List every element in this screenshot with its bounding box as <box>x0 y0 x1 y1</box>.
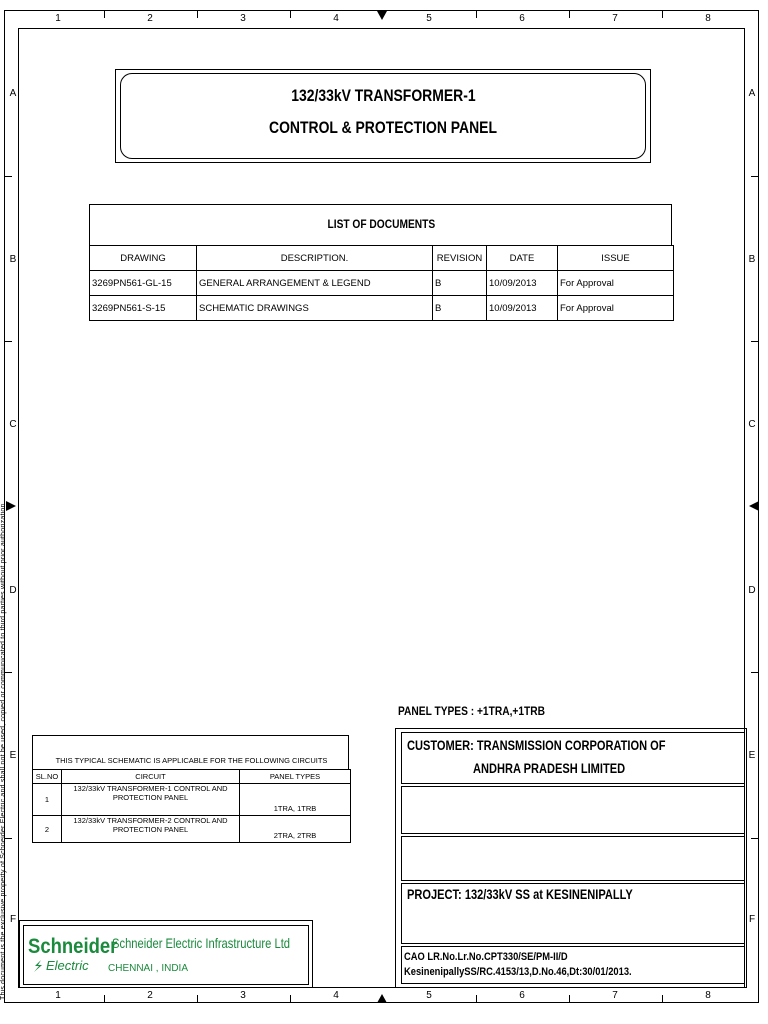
row-letter: B <box>748 254 756 265</box>
column-header: DATE <box>487 246 558 271</box>
grid-tick <box>290 10 291 18</box>
grid-tick <box>197 10 198 18</box>
col-num: 1 <box>55 990 61 1001</box>
col-num: 4 <box>333 990 339 1001</box>
grid-tick <box>569 995 570 1003</box>
cell-drawing: 3269PN561-GL-15 <box>90 271 197 296</box>
col-num: 3 <box>240 13 246 24</box>
grid-tick <box>4 176 12 177</box>
grid-tick <box>751 838 759 839</box>
grid-tick <box>476 995 477 1003</box>
reference-box <box>401 946 745 984</box>
table-header-row <box>90 246 674 271</box>
cell-date: 10/09/2013 <box>487 271 558 296</box>
col-num: 8 <box>705 13 711 24</box>
cell-panel: 1TRA, 1TRB <box>240 784 351 816</box>
col-num: 4 <box>333 13 339 24</box>
row-letter: F <box>748 914 756 925</box>
ref-line-1-wrap <box>404 951 597 963</box>
col-num: 3 <box>240 990 246 1001</box>
cell-issue: For Approval <box>558 296 674 321</box>
grid-tick <box>751 672 759 673</box>
blank-box-2 <box>401 836 745 881</box>
col-num: 2 <box>147 13 153 24</box>
logo-inner <box>23 925 309 985</box>
column-header: PANEL TYPES <box>240 770 351 784</box>
center-mark-icon <box>377 11 387 20</box>
row-letter: C <box>748 419 756 430</box>
grid-tick <box>662 10 663 18</box>
grid-tick <box>104 10 105 18</box>
cell-issue: For Approval <box>558 271 674 296</box>
customer-line-2: ANDHRA PRADESH LIMITED <box>473 761 626 776</box>
blank-box-1 <box>401 786 745 834</box>
column-header: ISSUE <box>558 246 674 271</box>
grid-tick <box>569 10 570 18</box>
table-header-row <box>33 770 351 784</box>
customer-line-2-wrap <box>473 761 659 776</box>
col-num: 2 <box>147 990 153 1001</box>
brand-sub: Electric <box>46 958 89 973</box>
panel-types-wrap <box>398 704 571 718</box>
cell-slno: 1 <box>33 784 62 816</box>
title-line-2: CONTROL & PROTECTION PANEL <box>269 118 497 137</box>
grid-tick <box>662 995 663 1003</box>
customer-line-1-wrap <box>407 738 722 753</box>
table-row <box>33 784 351 816</box>
cell-revision: B <box>433 296 487 321</box>
schneider-mark-icon <box>32 959 44 973</box>
column-header: DESCRIPTION. <box>197 246 433 271</box>
col-num: 7 <box>612 990 618 1001</box>
table-row <box>90 271 674 296</box>
project-label: PROJECT: 132/33kV SS at KESINENIPALLY <box>407 887 633 902</box>
row-letter: F <box>9 914 17 925</box>
row-letter: D <box>9 585 17 596</box>
column-header: REVISION <box>433 246 487 271</box>
grid-tick <box>751 341 759 342</box>
grid-tick <box>290 995 291 1003</box>
documents-heading: LIST OF DOCUMENTS <box>327 217 436 231</box>
col-num: 6 <box>519 13 525 24</box>
cell-description: GENERAL ARRANGEMENT & LEGEND <box>197 271 433 296</box>
grid-tick <box>104 995 105 1003</box>
column-header: DRAWING <box>90 246 197 271</box>
table-row <box>90 296 674 321</box>
title-line-1: 132/33kV TRANSFORMER-1 <box>290 86 476 105</box>
row-letter: D <box>748 585 756 596</box>
grid-tick <box>197 995 198 1003</box>
column-header: SL.NO <box>33 770 62 784</box>
row-letter: B <box>9 254 17 265</box>
cell-circuit: 132/33kV TRANSFORMER-2 CONTROL AND PROTECTION PANEL <box>62 816 240 843</box>
row-letter: A <box>748 88 756 99</box>
col-num: 8 <box>705 990 711 1001</box>
documents-heading-wrap <box>90 217 673 231</box>
row-letter: E <box>9 750 17 761</box>
grid-tick <box>751 176 759 177</box>
project-box <box>401 883 745 944</box>
schematic-heading: THIS TYPICAL SCHEMATIC IS APPLICABLE FOR THE FOLLOWING CIRCUITS <box>55 756 328 765</box>
customer-line-1: CUSTOMER: TRANSMISSION CORPORATION OF <box>407 738 666 753</box>
company-city: CHENNAI , INDIA <box>108 963 189 974</box>
cell-revision: B <box>433 271 487 296</box>
cell-description: SCHEMATIC DRAWINGS <box>197 296 433 321</box>
schematic-header <box>32 735 349 770</box>
ref-line-2-wrap <box>404 966 672 978</box>
cell-slno: 2 <box>33 816 62 843</box>
ref-line-1: CAO LR.No.Lr.No.CPT330/SE/PM-II/D <box>404 951 568 963</box>
column-header: CIRCUIT <box>62 770 240 784</box>
brand-logo: Schneider <box>28 935 118 958</box>
title-line-1-wrap <box>116 86 650 106</box>
panel-types-label: PANEL TYPES : +1TRA,+1TRB <box>398 704 545 718</box>
customer-box <box>401 732 745 784</box>
col-num: 5 <box>426 13 432 24</box>
ref-line-2: KesinenipallySS/RC.4153/13,D.No.46,Dt:30/01/2013. <box>404 966 632 978</box>
col-num: 6 <box>519 990 525 1001</box>
cell-panel: 2TRA, 2TRB <box>240 816 351 843</box>
documents-table <box>89 245 674 321</box>
cell-circuit: 132/33kV TRANSFORMER-1 CONTROL AND PROTECTION PANEL <box>62 784 240 816</box>
row-letter: C <box>9 419 17 430</box>
row-letter: E <box>748 750 756 761</box>
row-letter: A <box>9 88 17 99</box>
property-notice: This document is the exclusive property of Schneider Electric and shall not be used, copied or communicated to third parties without prior authorization. <box>0 501 7 1000</box>
center-mark-icon <box>377 994 387 1003</box>
title-line-2-wrap <box>116 118 650 138</box>
col-num: 7 <box>612 13 618 24</box>
table-row <box>33 816 351 843</box>
cell-date: 10/09/2013 <box>487 296 558 321</box>
documents-header <box>89 204 672 246</box>
col-num: 1 <box>55 13 61 24</box>
company-wrap <box>112 935 335 951</box>
cell-drawing: 3269PN561-S-15 <box>90 296 197 321</box>
grid-tick <box>476 10 477 18</box>
col-num: 5 <box>426 990 432 1001</box>
project-wrap <box>407 887 682 902</box>
center-mark-icon <box>749 501 759 511</box>
title-box-outer <box>115 69 651 163</box>
schematic-table <box>32 769 351 843</box>
logo-block <box>19 920 313 988</box>
company-name: Schneider Electric Infrastructure Ltd <box>112 935 291 951</box>
